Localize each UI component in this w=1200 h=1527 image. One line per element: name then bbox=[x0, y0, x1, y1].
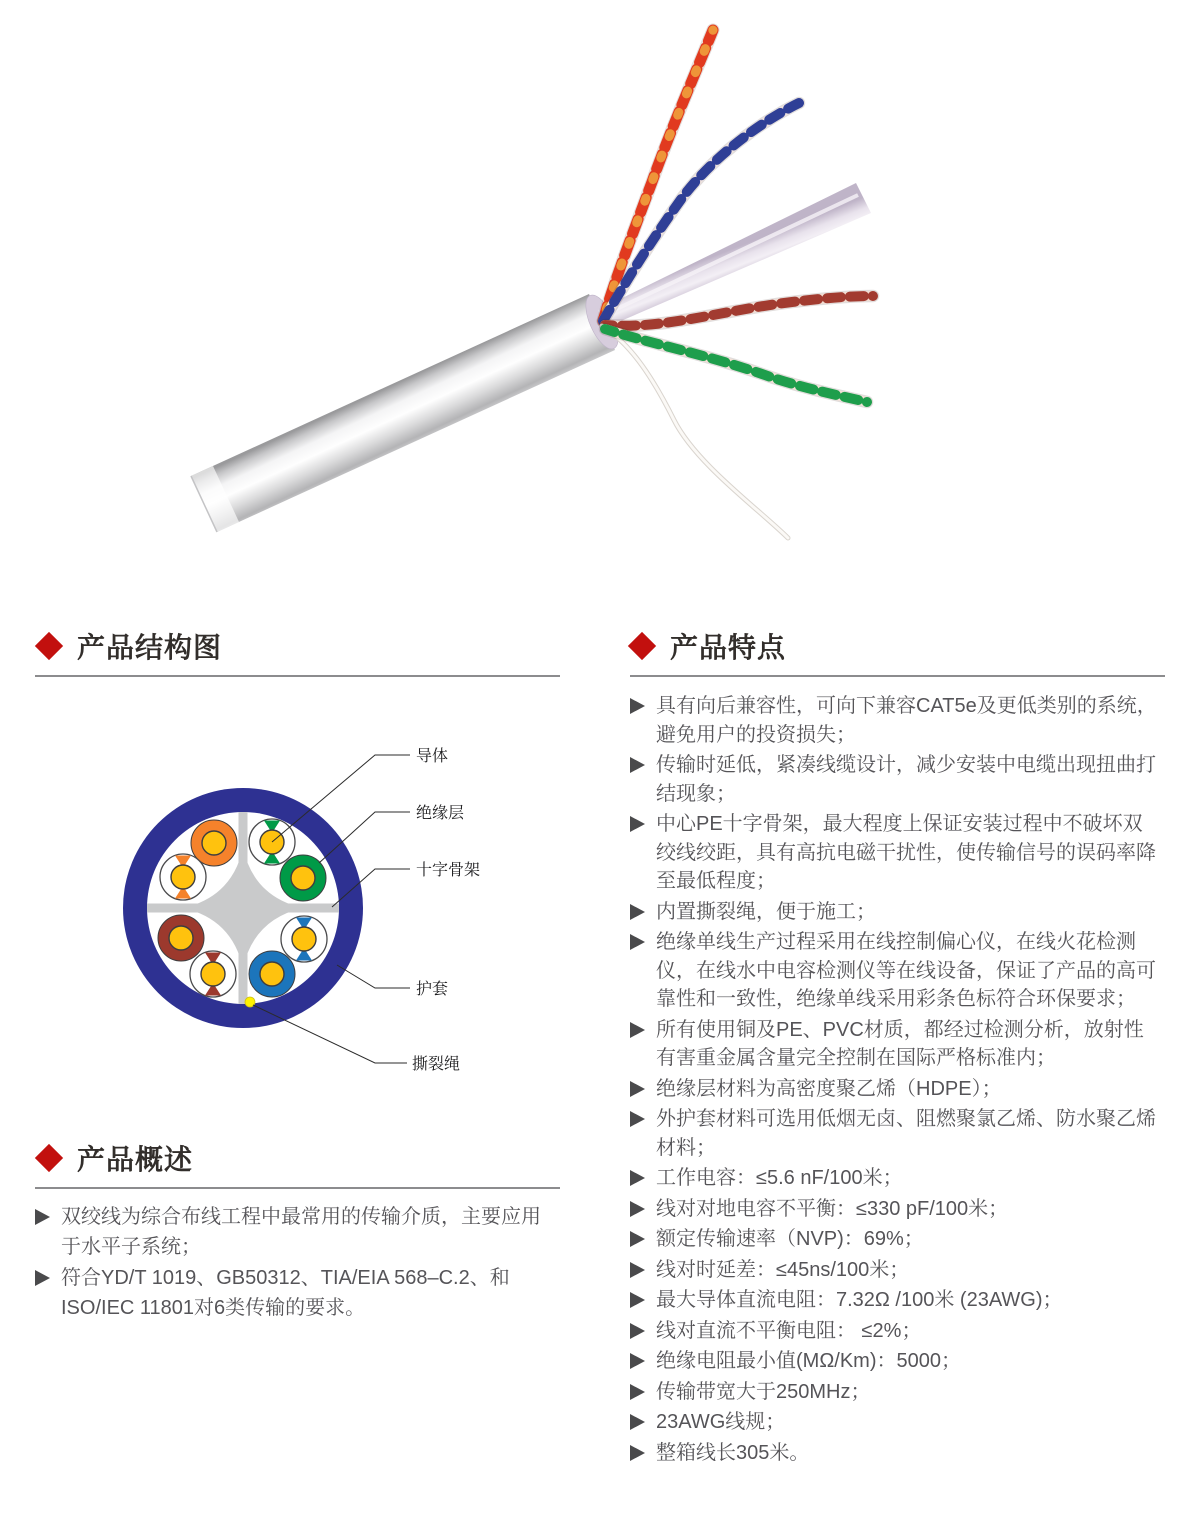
label-insulation: 绝缘层 bbox=[416, 805, 465, 822]
triangle-bullet-icon bbox=[630, 1022, 645, 1038]
list-item: 传输带宽大于250MHz； bbox=[630, 1378, 1165, 1407]
list-item: 最大导体直流电阻：7.32Ω /100米 (23AWG)； bbox=[630, 1286, 1165, 1315]
structure-section bbox=[35, 630, 560, 677]
blue-twisted-pair bbox=[603, 103, 799, 321]
triangle-bullet-icon bbox=[630, 1384, 645, 1400]
triangle-bullet-icon bbox=[630, 904, 645, 920]
triangle-bullet-icon bbox=[630, 1111, 645, 1127]
list-item: 所有使用铜及PE、PVC材质，都经过检测分析，放射性有害重金属含量完全控制在国际严格标准内； bbox=[630, 1016, 1165, 1073]
diamond-icon bbox=[35, 1144, 63, 1172]
diamond-icon bbox=[35, 632, 63, 660]
list-item: 符合YD/T 1019、GB50312、TIA/EIA 568–C.2、和ISO/IEC 11801对6类传输的要求。 bbox=[35, 1264, 560, 1323]
overview-section-header bbox=[35, 1142, 560, 1174]
triangle-bullet-icon bbox=[630, 1170, 645, 1186]
triangle-bullet-icon bbox=[630, 1414, 645, 1430]
list-item: 绝缘电阻最小值(MΩ/Km)：5000； bbox=[630, 1347, 1165, 1376]
structure-diagram bbox=[95, 735, 500, 1080]
label-cross-skeleton: 十字骨架 bbox=[416, 862, 481, 879]
cable-photo-illustration bbox=[0, 0, 1200, 600]
list-item: 23AWG线规； bbox=[630, 1408, 1165, 1437]
triangle-bullet-icon bbox=[35, 1270, 50, 1286]
structure-section-header bbox=[35, 630, 560, 662]
list-item: 绝缘层材料为高密度聚乙烯（HDPE）； bbox=[630, 1075, 1165, 1104]
triangle-bullet-icon bbox=[630, 1445, 645, 1461]
overview-list bbox=[35, 1203, 560, 1323]
list-item: 整箱线长305米。 bbox=[630, 1439, 1165, 1468]
section-divider bbox=[35, 675, 560, 677]
list-item: 内置撕裂绳，便于施工； bbox=[630, 898, 1165, 927]
overview-section bbox=[35, 1142, 560, 1325]
diamond-icon bbox=[628, 632, 656, 660]
triangle-bullet-icon bbox=[630, 1081, 645, 1097]
label-ripcord: 撕裂绳 bbox=[412, 1056, 461, 1073]
section-title: 产品特点 bbox=[670, 632, 787, 663]
list-item: 线对对地电容不平衡：≤330 pF/100米； bbox=[630, 1195, 1165, 1224]
triangle-bullet-icon bbox=[630, 1353, 645, 1369]
features-section-header bbox=[630, 630, 1165, 662]
triangle-bullet-icon bbox=[630, 934, 645, 950]
list-item: 具有向后兼容性，可向下兼容CAT5e及更低类别的系统，避免用户的投资损失； bbox=[630, 692, 1165, 749]
list-item: 线对直流不平衡电阻： ≤2%； bbox=[630, 1317, 1165, 1346]
section-title: 产品概述 bbox=[77, 1144, 194, 1175]
cable-sheath-tube bbox=[191, 294, 615, 532]
features-list bbox=[630, 692, 1165, 1467]
features-section bbox=[630, 630, 1165, 1469]
triangle-bullet-icon bbox=[630, 1231, 645, 1247]
triangle-bullet-icon bbox=[630, 1201, 645, 1217]
section-divider bbox=[35, 1187, 560, 1189]
list-item: 绝缘单线生产过程采用在线控制偏心仪，在线火花检测仪，在线水中电容检测仪等在线设备，保证了产品的高可靠性和一致性，绝缘单线采用彩条色标符合环保要求； bbox=[630, 928, 1165, 1014]
label-conductor: 导体 bbox=[416, 748, 449, 765]
section-divider bbox=[630, 675, 1165, 677]
section-title: 产品结构图 bbox=[77, 632, 223, 663]
triangle-bullet-icon bbox=[630, 757, 645, 773]
list-item: 外护套材料可选用低烟无卤、阻燃聚氯乙烯、防水聚乙烯材料； bbox=[630, 1105, 1165, 1162]
triangle-bullet-icon bbox=[630, 1262, 645, 1278]
triangle-bullet-icon bbox=[630, 816, 645, 832]
list-item: 线对时延差：≤45ns/100米； bbox=[630, 1256, 1165, 1285]
triangle-bullet-icon bbox=[630, 1292, 645, 1308]
list-item: 额定传输速率（NVP)：69%； bbox=[630, 1225, 1165, 1254]
triangle-bullet-icon bbox=[630, 1323, 645, 1339]
list-item: 传输时延低，紧凑线缆设计，减少安装中电缆出现扭曲打结现象； bbox=[630, 751, 1165, 808]
label-sheath: 护套 bbox=[416, 981, 449, 998]
triangle-bullet-icon bbox=[630, 698, 645, 714]
list-item: 双绞线为综合布线工程中最常用的传输介质，主要应用于水平子系统； bbox=[35, 1203, 560, 1262]
triangle-bullet-icon bbox=[35, 1209, 50, 1225]
list-item: 中心PE十字骨架，最大程度上保证安装过程中不破坏双绞线绞距，具有高抗电磁干扰性，使传输信号的误码率降至最低程度； bbox=[630, 810, 1165, 896]
list-item: 工作电容：≤5.6 nF/100米； bbox=[630, 1164, 1165, 1193]
